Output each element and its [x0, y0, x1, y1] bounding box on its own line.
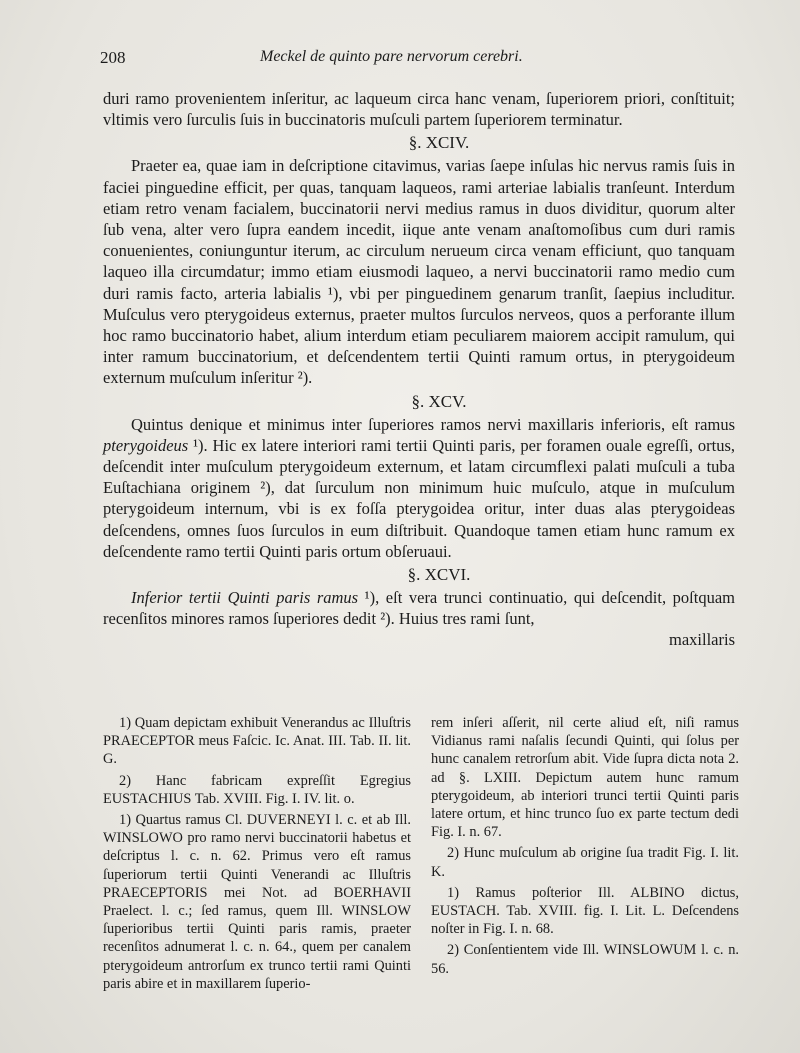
footnotes-right-column [431, 714, 739, 993]
paragraph-section-96 [103, 587, 735, 629]
footnote: 2) Conſentientem vide Ill. WINSLOWUM l. c. n. 56. [431, 942, 739, 977]
page-number: 208 [100, 48, 126, 67]
section-heading-96: §. XCVI. [407, 565, 471, 585]
sec95-lead: Quintus denique et minimus inter ſuperiores ramos nervi maxillaris inferioris, eſt ramus [131, 414, 735, 434]
footnote: 2) Hunc muſculum ab origine ſua tradit Fig. I. lit. K. [431, 845, 739, 880]
footnote: 1) Ramus poſterior Ill. ALBINO dictus, EUSTACH. Tab. XVIII. fig. I. Lit. L. Deſcendens noſter in Fig. I. n. 68. [431, 884, 739, 938]
page-header [100, 48, 740, 74]
main-text [103, 88, 735, 650]
footnotes-left-column [103, 714, 411, 993]
sec96-text: ¹), eſt vera trunci continuatio, qui deſcendit, poſtquam recenſitos minores ramos ſuperiores dedit ²). Huius tres rami ſunt, [103, 588, 735, 629]
sec95-italic-term: pterygoideus [103, 435, 189, 455]
sec95-text: ¹). Hic ex latere interiori rami tertii Quinti paris, per foramen ouale egreſſi, ortus, deſcendit inter muſculum pterygoideum externum, et latam circumflexi palati muſculi a tuba Euſtachiana originem ²), dat ſurculum non minimum huic muſculo, atque in muſculum pterygoideum internum, vbi is ex foſſa pterygoidea oritur, inter duas alas pterygoideas deſcendens, omnes ſuos ſurculos in eum diſtribuit. Quandoque tamen etiam hunc ramum ex deſcendente ramo tertii Quinti paris ortum obſeruaui. [103, 435, 735, 561]
catchword: maxillaris [669, 630, 735, 650]
footnote: 2) Hanc fabricam expreſſit Egregius EUSTACHIUS Tab. XVIII. Fig. I. IV. lit. o. [103, 772, 411, 807]
footnote-continuation: rem inſeri aſſerit, nil certe aliud eſt, niſi ramus Vidianus rami naſalis ſecundi Quinti, qui ſolus per hunc canalem retrorſum abit. Vide ſupra dicta nota 2. ad §. LXIII. Depictum autem hunc ramum pterygoideum, ab interiori trunci tertii Quinti paris latere ortum, et hinc trunco ſuo ex parte tectum dedi Fig. I. n. 67. [431, 715, 739, 841]
section-heading-94: §. XCIV. [408, 133, 470, 153]
paragraph-section-94: Praeter ea, quae iam in deſcriptione citavimus, varias ſaepe inſulas hic nervus ramis ſuis in faciei pinguedine efficit, per quas, tanquam laqueos, rami arteriae labialis tranſeunt. Interdum etiam retro venam facialem, buccinatorii nervi medius ramus in duos dividitur, quorum alter ſub vena, alter vero ſupra eandem incedit, iique ante venam anaſtomoſibus cum duri ramis conuenientes, coniunguntur iterum, ac circulum nerueum circa venam efficiunt, quo tanquam laqueo illa circumdatur; immo etiam eiusmodi laqueo, a nervi buccinatorii ramo medio cum duri ramis facto, arteria labialis ¹), vbi per pinguedinem genarum tranſit, ſaepius includitur. Muſculus vero pterygoideus externus, praeter multos ſurculos nerveos, quos a perforante illum hoc ramo buccinatorio habet, alium interdum etiam peculiarem maiorem accipit ramulum, qui inter ramum buccinatorium, et deſcendentem tertii Quinti ramum ortus, in pterygoideum externum muſculum inſeritur ²). [103, 156, 735, 388]
footnotes [103, 714, 739, 993]
paragraph-continuation: duri ramo provenientem inſeritur, ac laqueum circa hanc venam, ſuperiorem priori, conſtituit; vltimis vero ſurculis ſuis in buccinatoris muſculi partem ſuperiorem terminatur. [103, 89, 735, 130]
sec96-italic-term: Inferior tertii Quinti paris ramus [131, 588, 359, 608]
section-heading-95: §. XCV. [411, 391, 467, 411]
footnote: 1) Quartus ramus Cl. DUVERNEYI l. c. et ab Ill. WINSLOWO pro ramo nervi buccinatorii habetus et deſcriptus l. c. n. 62. Primus vero eſt ramus ſuperiorum tertii Quinti Venerandi ac Illuſtris PRAECEPTORIS mei Not. ad BOERHAVII Praelect. l. c.; ſed ramus, quem Ill. WINSLOW ſuperioribus tertii Quinti paris ramis, praeter recenſitos adnumerat l. c. n. 64., quem per canalem pterygoideum antrorſum ex trunco tertii rami Quinti paris abire et in maxillarem ſuperio- [103, 812, 411, 992]
footnote: 1) Quam depictam exhibuit Venerandus ac Illuſtris PRAECEPTOR meus Faſcic. Ic. Anat. III. Tab. II. lit. G. [103, 715, 411, 768]
running-title: Meckel de quinto pare nervorum cerebri. [260, 48, 523, 65]
paragraph-section-95 [103, 414, 735, 562]
